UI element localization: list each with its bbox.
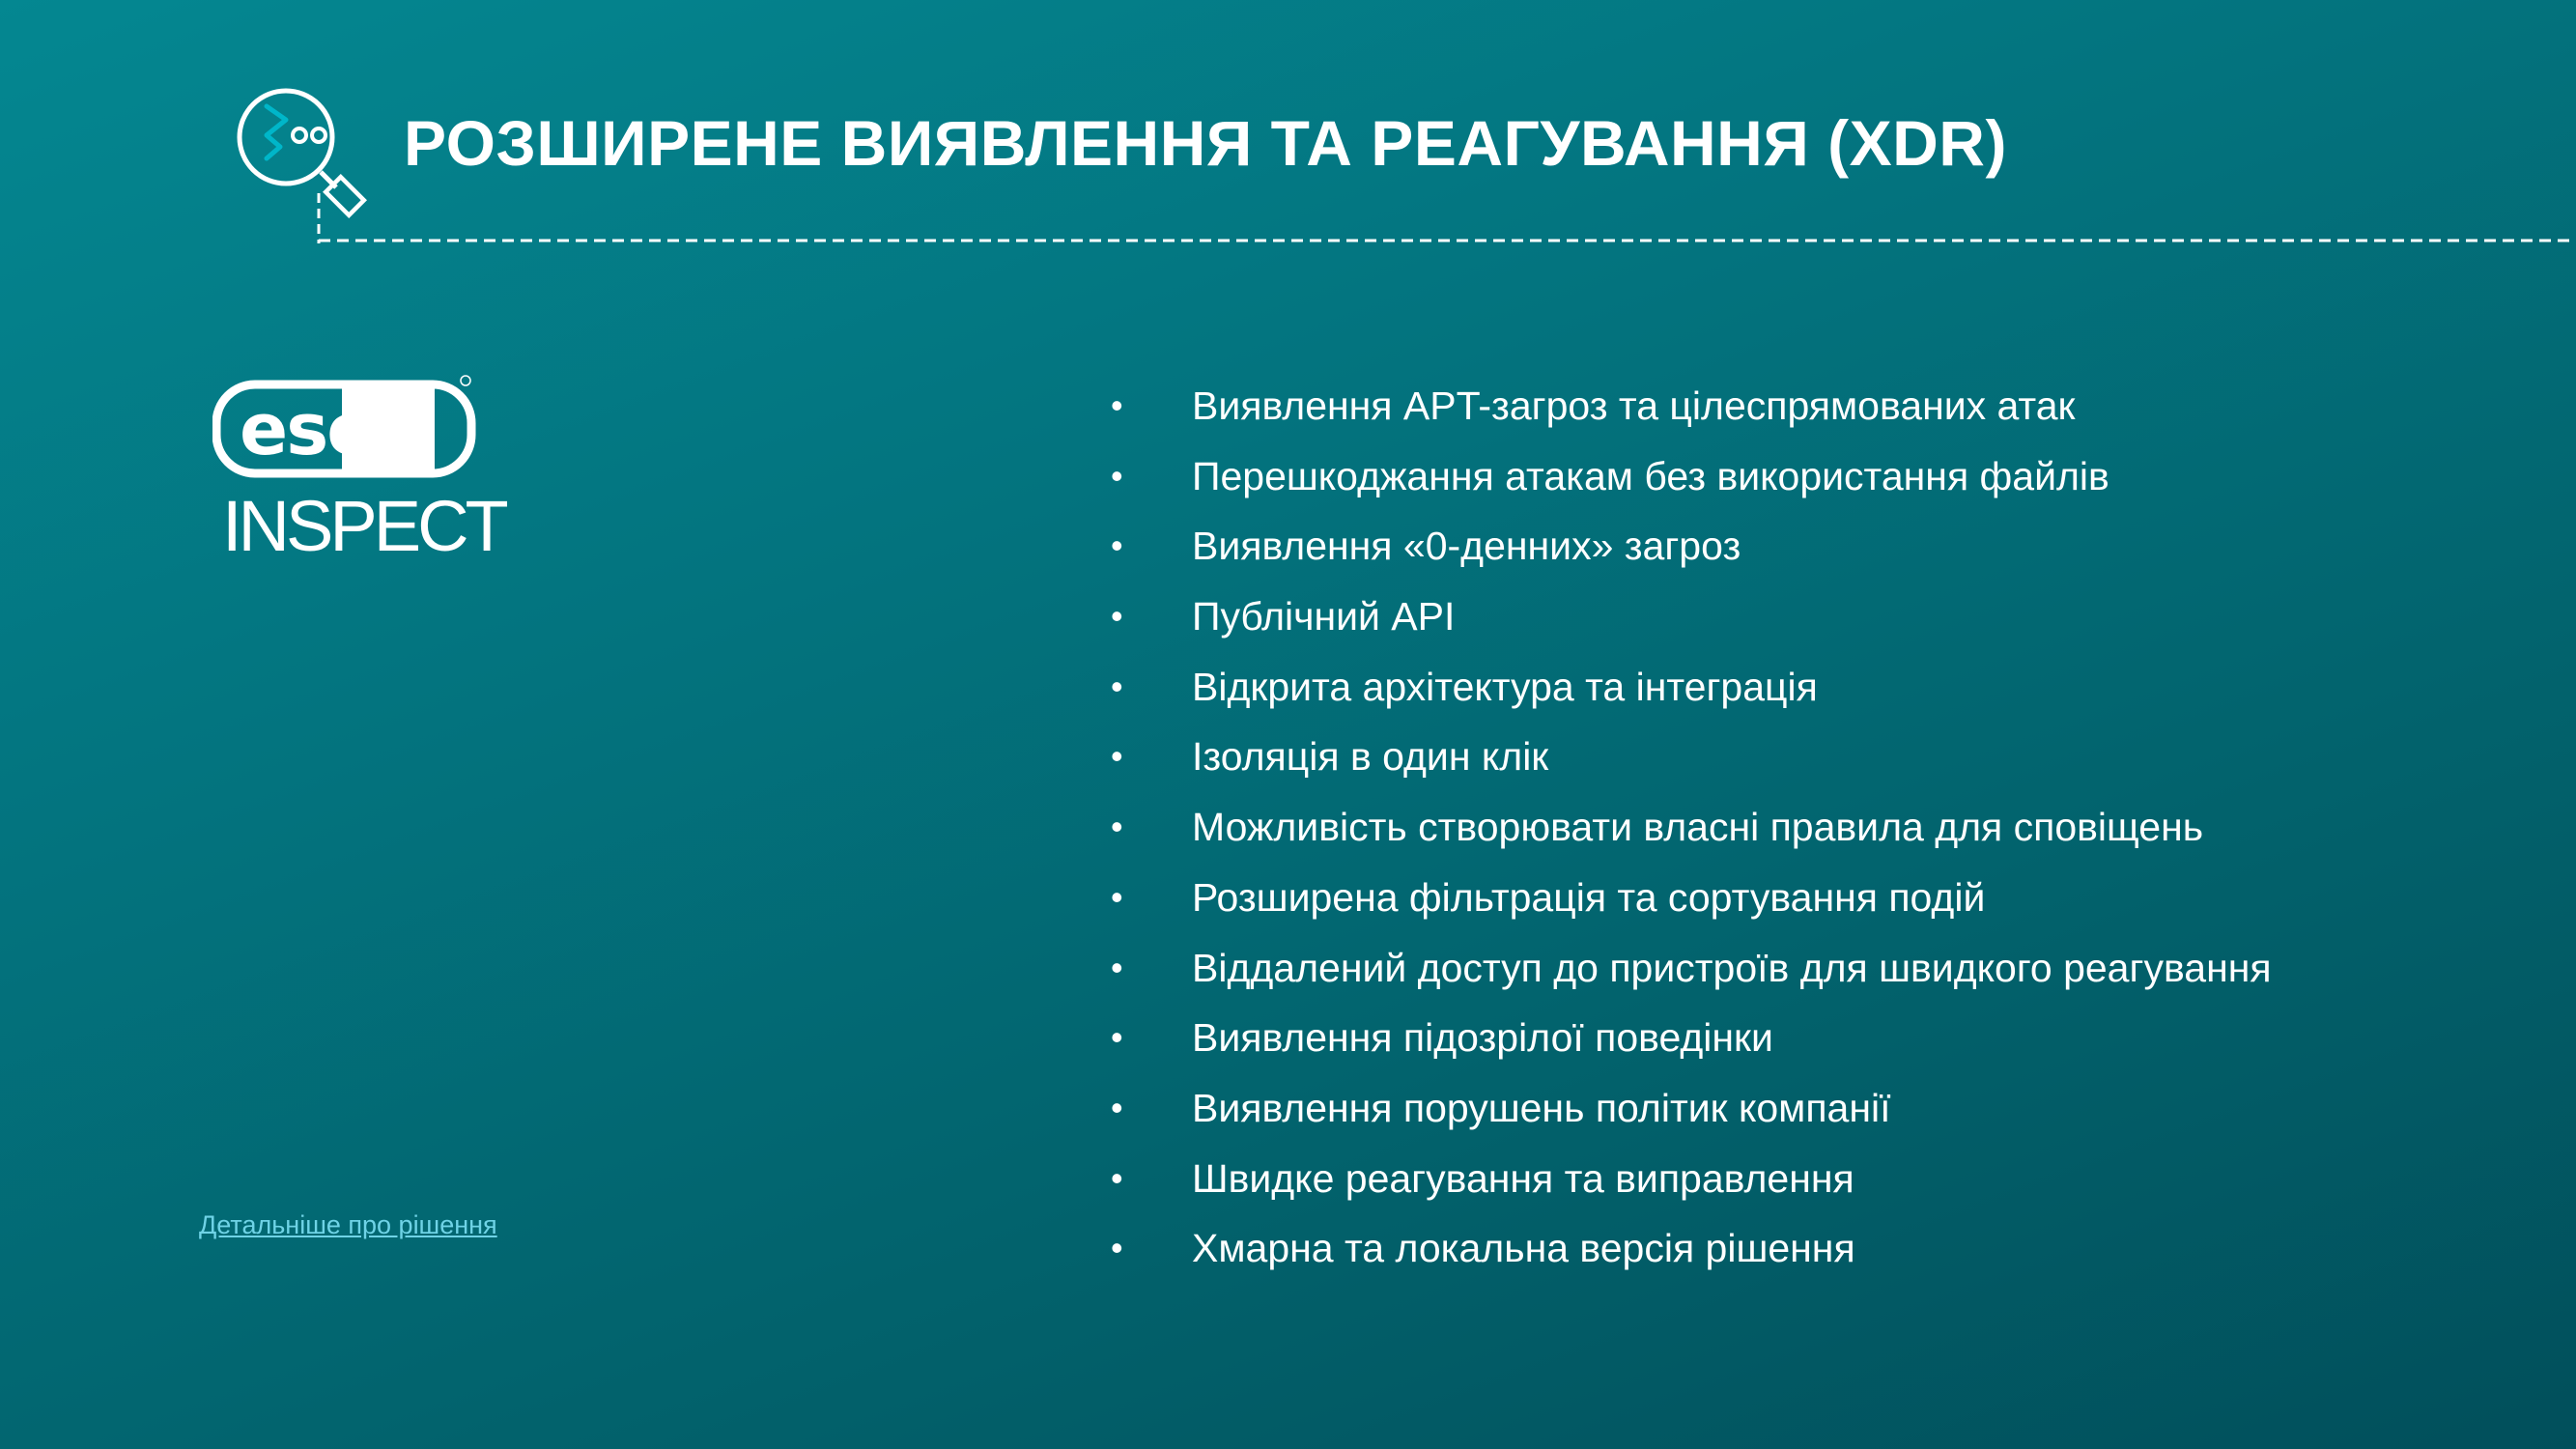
bullet-icon: •: [1111, 526, 1123, 566]
list-item: • Ізоляція в один клік: [1111, 722, 2272, 792]
list-item: • Відкрита архітектура та інтеграція: [1111, 652, 2272, 723]
list-item: • Виявлення APT-загроз та цілеспрямованих атак: [1111, 371, 2272, 441]
list-item: • Виявлення підозрілої поведінки: [1111, 1003, 2272, 1073]
header-divider-drop: [315, 193, 323, 243]
bullet-icon: •: [1111, 876, 1123, 917]
bullet-icon: •: [1111, 1017, 1123, 1058]
bullet-icon: •: [1111, 1228, 1123, 1268]
bullet-icon: •: [1111, 1087, 1123, 1127]
page-title: РОЗШИРЕНЕ ВИЯВЛЕННЯ ТА РЕАГУВАННЯ (XDR): [404, 107, 2007, 179]
bullet-icon: •: [1111, 807, 1123, 847]
feature-list: [1111, 371, 2272, 1284]
list-item: • Публічний API: [1111, 582, 2272, 652]
product-name: INSPECT: [222, 486, 505, 566]
list-item: • Виявлення «0-денних» загроз: [1111, 511, 2272, 582]
bullet-icon: •: [1111, 736, 1123, 777]
list-item: • Виявлення порушень політик компанії: [1111, 1073, 2272, 1144]
bullet-icon: •: [1111, 596, 1123, 637]
list-item: • Хмарна та локальна версія рішення: [1111, 1213, 2272, 1284]
eset-logo-text: eset: [240, 388, 406, 471]
list-item: • Можливість створювати власні правила для сповіщень: [1111, 792, 2272, 863]
list-item: • Розширена фільтрація та сортування подій: [1111, 863, 2272, 933]
bullet-icon: •: [1111, 666, 1123, 706]
bullet-icon: •: [1111, 1157, 1123, 1198]
list-item: • Віддалений доступ до пристроїв для швидкого реагування: [1111, 933, 2272, 1004]
list-item: • Перешкоджання атакам без використання файлів: [1111, 441, 2272, 512]
solution-details-link[interactable]: Детальніше про рішення: [199, 1210, 497, 1239]
eset-inspect-logo: [212, 375, 505, 587]
bullet-icon: •: [1111, 947, 1123, 987]
bullet-icon: •: [1111, 385, 1123, 425]
eset-logo: [212, 375, 483, 481]
list-item: • Швидке реагування та виправлення: [1111, 1144, 2272, 1214]
magnifier-threat-icon: [220, 75, 375, 225]
header-divider: [319, 238, 2576, 243]
bullet-icon: •: [1111, 455, 1123, 496]
